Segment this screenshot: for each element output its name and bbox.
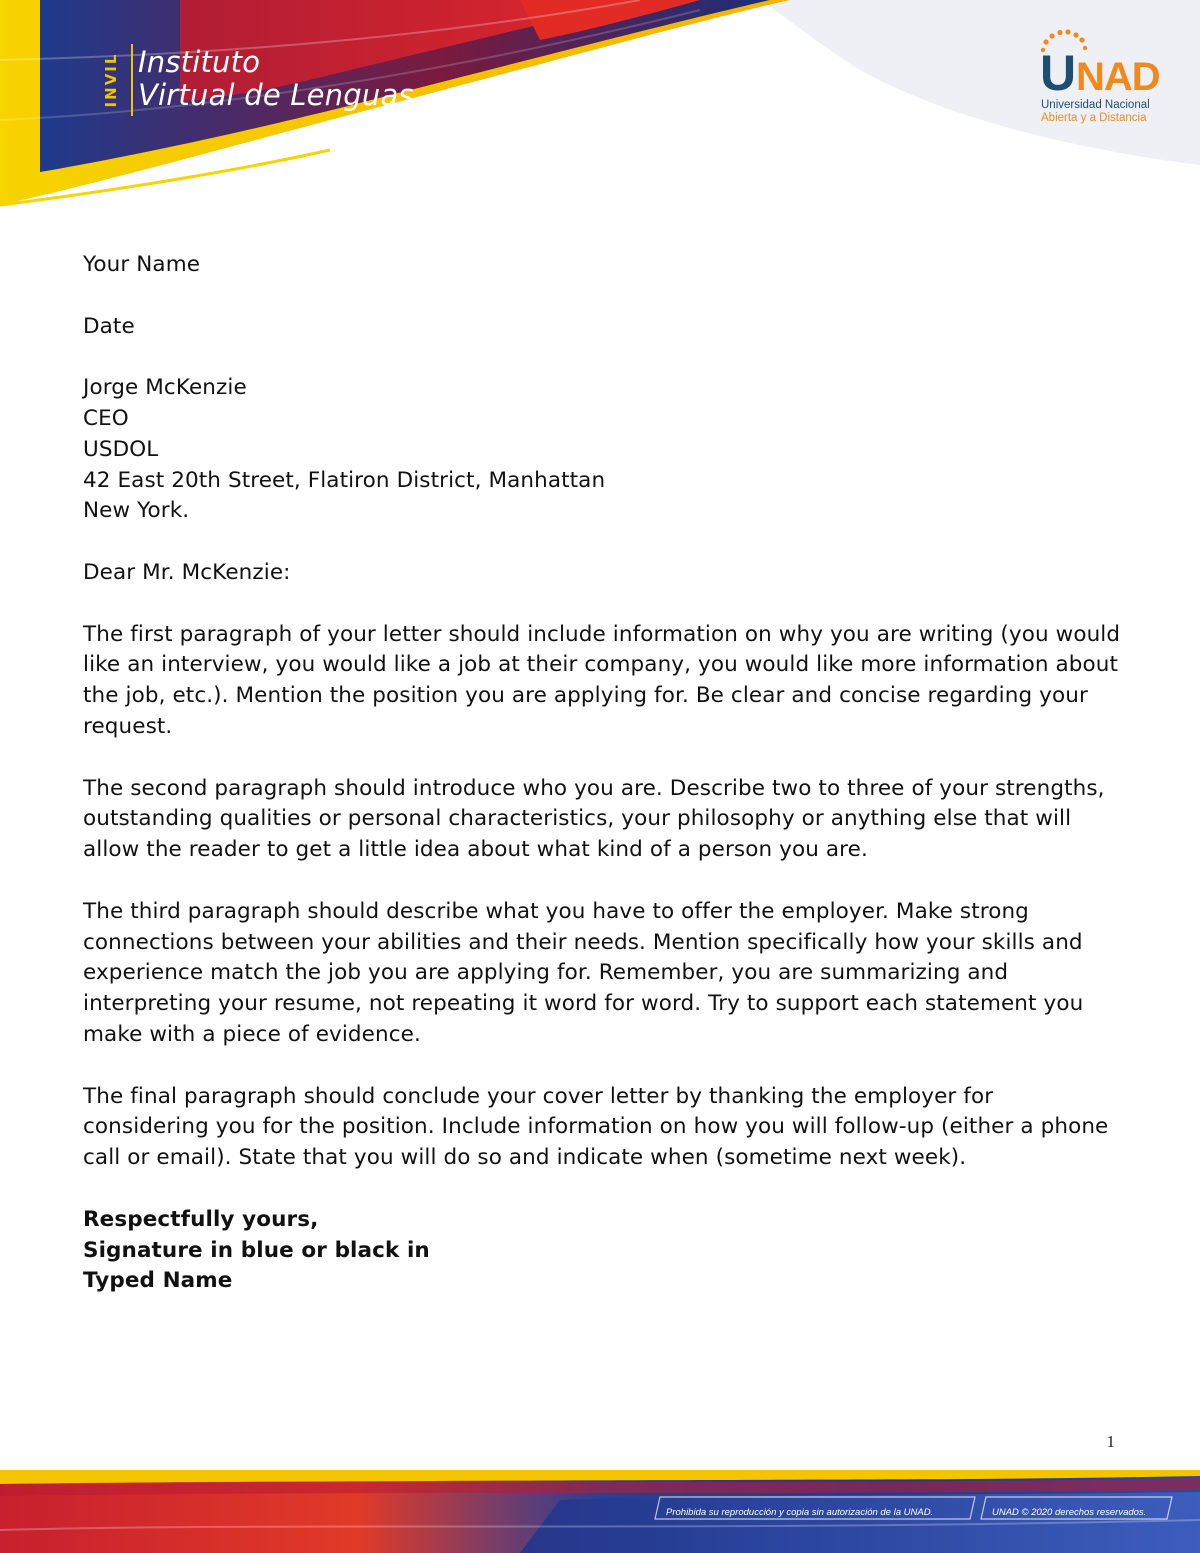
recipient-title: CEO [83,405,129,431]
unad-logo-letter-u: U [1040,45,1077,101]
recipient-city: New York. [83,498,190,524]
footer-reproduction-notice: Prohibida su reproducción y copia sin autorización de la UNAD. [666,1507,934,1518]
unad-logo-caption [1041,99,1150,125]
sender-name: Your Name [83,252,201,277]
body-paragraph-3: The third paragraph should describe what you have to offer the employer. Make strong connections between your abilities and their needs. Mention specifically how your skills and experience match the job you are applying for. Remember, you are summarizing and interpreting your resume, not repeating it word for word. Try to support each statement you make with a piece of evidence. [83,898,1084,1047]
unad-caption-line2: Abierta y a Distancia [1041,112,1147,124]
institute-title-line1: Instituto [138,45,261,79]
body-paragraph-2: The second paragraph should introduce who you are. Describe two to three of your strengths, outstanding qualities or personal characteristics, your philosophy or anything else that will allow the reader to get a little idea about what kind of a person you are. [83,775,1105,863]
header-banner-art [0,0,1200,230]
page-number: 1 [1106,1432,1115,1451]
recipient-address: 42 East 20th Street, Flatiron District, Manhattan [83,467,606,493]
letter-date: Date [83,313,135,339]
body-paragraph-4: The final paragraph should conclude your cover letter by thanking the employer for considering you for the position. Include information on how you will follow-up (either a phone call or email). State that you will do so and indicate when (sometime next week). [83,1083,1109,1171]
footer-copyright: UNAD © 2020 derechos reservados. [992,1507,1147,1518]
institute-title-line2: Virtual de Lenguas [138,78,414,112]
recipient-company: USDOL [83,436,159,462]
institute-title [138,46,414,112]
unad-caption-line1: Universidad Nacional [1041,99,1150,111]
signature-note: Signature in blue or black in [83,1237,430,1263]
recipient-name: Jorge McKenzie [83,375,247,401]
typed-name: Typed Name [83,1268,233,1294]
salutation: Dear Mr. McKenzie: [83,559,291,585]
unad-logo-letters-nad: NAD [1076,55,1160,99]
closing-line: Respectfully yours, [83,1206,319,1232]
invil-logo-mark [96,40,136,120]
cover-letter [83,250,1123,1297]
body-paragraph-1: The first paragraph of your letter should include information on why you are writing (you would like an interview, you would like a job at their company, you would like more information about the job, etc.). Mention the position you are applying for. Be clear and concise regarding your request. [83,621,1121,739]
invil-vertical-text: INVIL [102,52,120,108]
